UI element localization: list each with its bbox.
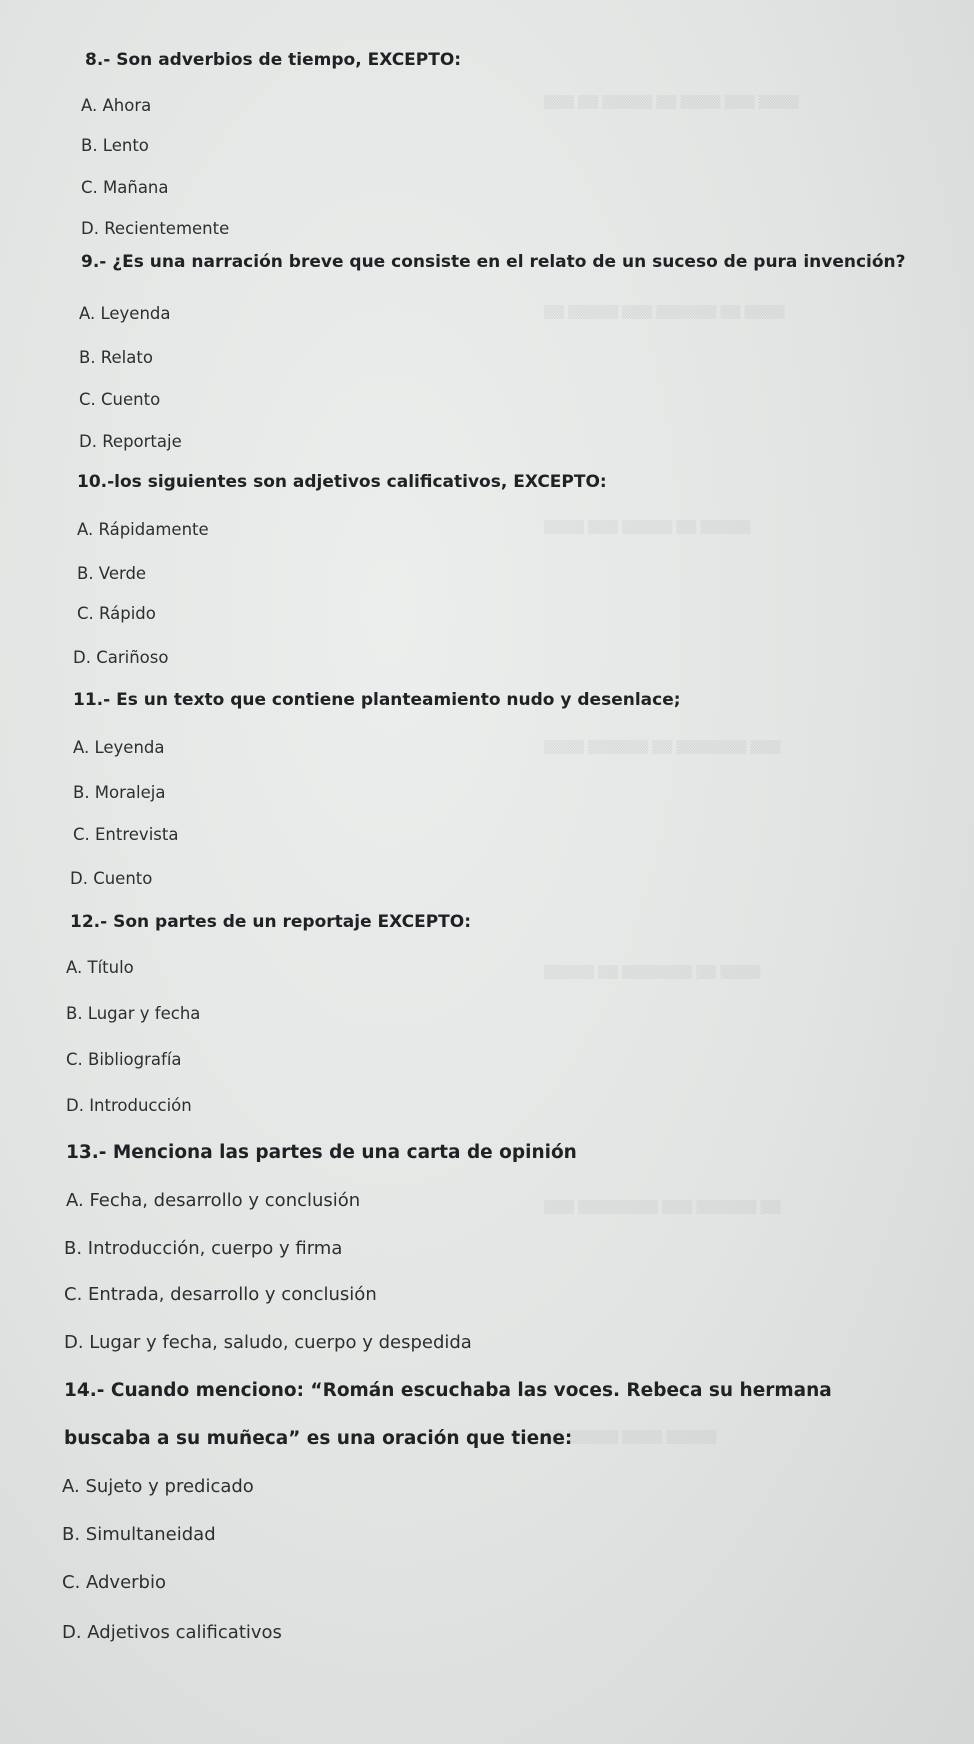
- question-9-option-a[interactable]: A. Leyenda: [79, 304, 171, 323]
- question-8: 8.- Son adverbios de tiempo, EXCEPTO:: [85, 50, 462, 70]
- question-11-option-a[interactable]: A. Leyenda: [73, 738, 165, 757]
- question-11-option-c[interactable]: C. Entrevista: [73, 825, 179, 844]
- question-10-option-b[interactable]: B. Verde: [77, 564, 147, 583]
- question-14-option-d[interactable]: D. Adjetivos calificativos: [62, 1622, 282, 1643]
- question-12-option-b[interactable]: B. Lugar y fecha: [66, 1004, 201, 1023]
- question-13-option-c[interactable]: C. Entrada, desarrollo y conclusión: [64, 1284, 377, 1305]
- question-13-option-d[interactable]: D. Lugar y fecha, saludo, cuerpo y despedida: [64, 1332, 472, 1353]
- question-12-option-a[interactable]: A. Título: [66, 958, 134, 977]
- show-through-mark: ▒▒▒▒ ▒▒▒ ▒▒▒▒ ▒▒ ▒▒▒▒▒ ▒▒ ▒▒▒: [544, 95, 799, 110]
- question-13-option-a[interactable]: A. Fecha, desarrollo y conclusión: [66, 1190, 361, 1211]
- question-8-option-d[interactable]: D. Recientemente: [81, 219, 230, 238]
- question-10-option-d[interactable]: D. Cariñoso: [73, 648, 169, 667]
- question-10: 10.-los siguientes son adjetivos calificativos, EXCEPTO:: [77, 472, 607, 492]
- question-8-option-c[interactable]: C. Mañana: [81, 178, 169, 197]
- question-13: 13.- Menciona las partes de una carta de opinión: [66, 1142, 577, 1163]
- question-12-option-d[interactable]: D. Introducción: [66, 1096, 192, 1115]
- question-8-option-a[interactable]: A. Ahora: [81, 96, 152, 115]
- question-11: 11.- Es un texto que contiene planteamiento nudo y desenlace;: [73, 690, 681, 710]
- question-14-line-1: 14.- Cuando menciono: “Román escuchaba las voces. Rebeca su hermana: [64, 1380, 832, 1401]
- question-14-option-b[interactable]: B. Simultaneidad: [62, 1524, 216, 1545]
- question-8-option-b[interactable]: B. Lento: [81, 136, 149, 155]
- question-9-option-c[interactable]: C. Cuento: [79, 390, 161, 409]
- question-11-option-b[interactable]: B. Moraleja: [73, 783, 166, 802]
- question-9-option-d[interactable]: D. Reportaje: [79, 432, 182, 451]
- question-11-option-d[interactable]: D. Cuento: [70, 869, 153, 888]
- question-14-option-a[interactable]: A. Sujeto y predicado: [62, 1476, 254, 1497]
- question-14-line-2: buscaba a su muñeca” es una oración que tiene:: [64, 1428, 573, 1449]
- question-10-option-a[interactable]: A. Rápidamente: [77, 520, 209, 539]
- question-9: 9.- ¿Es una narración breve que consiste en el relato de un suceso de pura invención?: [81, 252, 906, 272]
- question-12: 12.- Son partes de un reportaje EXCEPTO:: [70, 912, 472, 932]
- question-9-option-b[interactable]: B. Relato: [79, 348, 153, 367]
- show-through-mark: ▒▒▒▒▒ ▒▒ ▒▒▒▒▒ ▒▒▒ ▒▒▒▒: [544, 520, 751, 535]
- show-through-mark: ▒▒▒▒▒ ▒▒▒▒ ▒▒▒▒▒ ▒▒: [544, 1430, 717, 1445]
- show-through-mark: ▒▒▒▒ ▒▒ ▒▒▒▒▒▒ ▒▒▒ ▒▒▒▒▒ ▒▒: [544, 305, 785, 320]
- question-13-option-b[interactable]: B. Introducción, cuerpo y firma: [64, 1238, 343, 1259]
- show-through-mark: ▒▒▒ ▒▒▒▒▒▒▒ ▒▒ ▒▒▒▒▒▒ ▒▒▒▒: [544, 740, 781, 755]
- question-14-option-c[interactable]: C. Adverbio: [62, 1572, 167, 1593]
- show-through-mark: ▒▒ ▒▒▒▒▒▒ ▒▒▒ ▒▒▒▒▒▒▒▒ ▒▒▒: [544, 1200, 781, 1215]
- show-through-mark: ▒▒▒▒ ▒▒ ▒▒▒▒▒▒▒ ▒▒ ▒▒▒▒▒: [544, 965, 761, 980]
- question-10-option-c[interactable]: C. Rápido: [77, 604, 156, 623]
- question-12-option-c[interactable]: C. Bibliografía: [66, 1050, 182, 1069]
